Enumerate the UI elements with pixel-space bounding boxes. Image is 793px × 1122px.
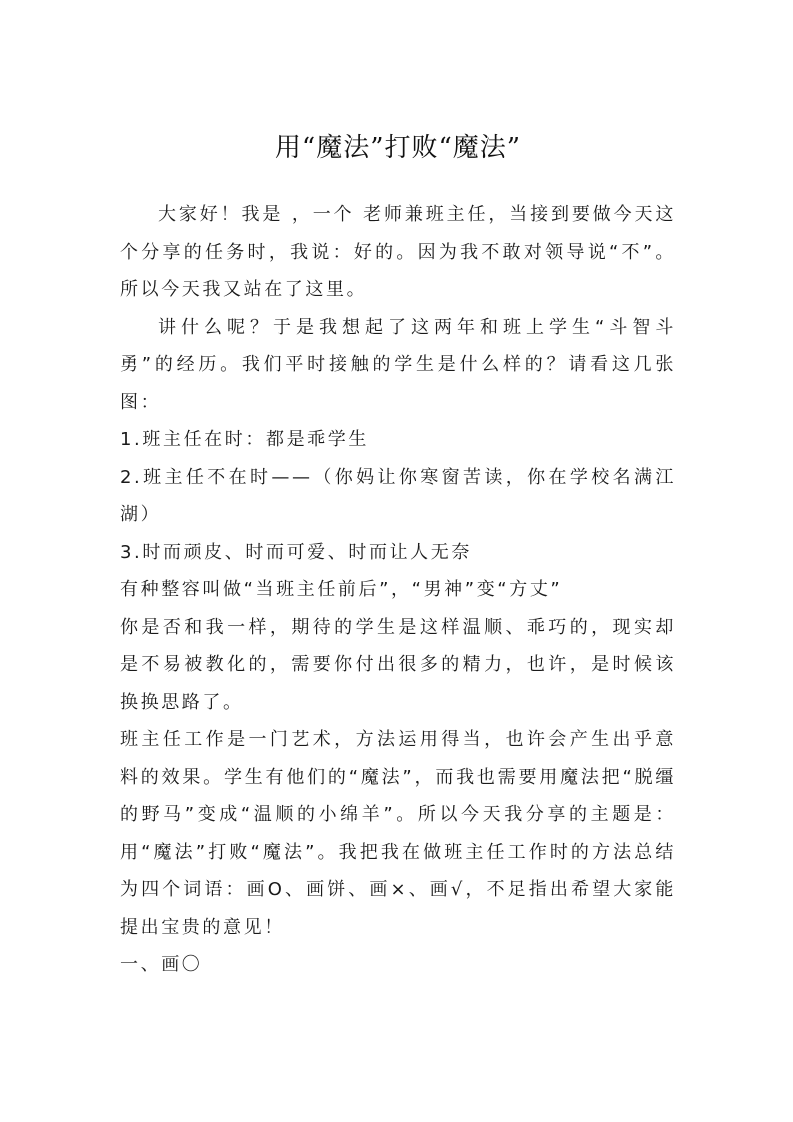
section-heading-1: 一、画〇	[120, 954, 203, 975]
list-item-3: 3.时而顽皮、时而可爱、时而让人无奈	[120, 541, 472, 563]
paragraph-greeting: 大家好！我是 ，一个 老师兼班主任，当接到要做今天这个分享的任务时，我说：好的。因为我不敢对领导说“不”。所以今天我又站在了这里。	[120, 204, 676, 300]
paragraph-makeover: 有种整容叫做“当班主任前后”，“男神”变“方丈”	[120, 579, 563, 600]
paragraph-topic-intro: 讲什么呢？于是我想起了这两年和班上学生“斗智斗勇”的经历。我们平时接触的学生是什么样的？请看这几张图：	[120, 316, 676, 413]
paragraph-theme: 班主任工作是一门艺术，方法运用得当，也许会产生出乎意料的效果。学生有他们的“魔法”，而我也需要用魔法把“脱缰的野马”变成“温顺的小绵羊”。所以今天我分享的主题是：用“魔法”打败“魔法”。我把我在做班主任工作时的方法总结为四个词语：画O、画饼、画×、画√，不足指出希望大家能提出宝贵的意见！	[120, 729, 676, 938]
document-title: 用“魔法”打败“魔法”	[274, 133, 522, 163]
paragraph-expectation: 你是否和我一样，期待的学生是这样温顺、乖巧的，现实却是不易被教化的，需要你付出很多的精力，也许，是时候该换换思路了。	[120, 616, 676, 713]
list-item-1: 1.班主任在时：都是乖学生	[120, 429, 369, 450]
list-item-2: 2.班主任不在时——（你妈让你寒窗苦读，你在学校名满江湖）	[120, 466, 676, 525]
document-body	[120, 196, 676, 984]
